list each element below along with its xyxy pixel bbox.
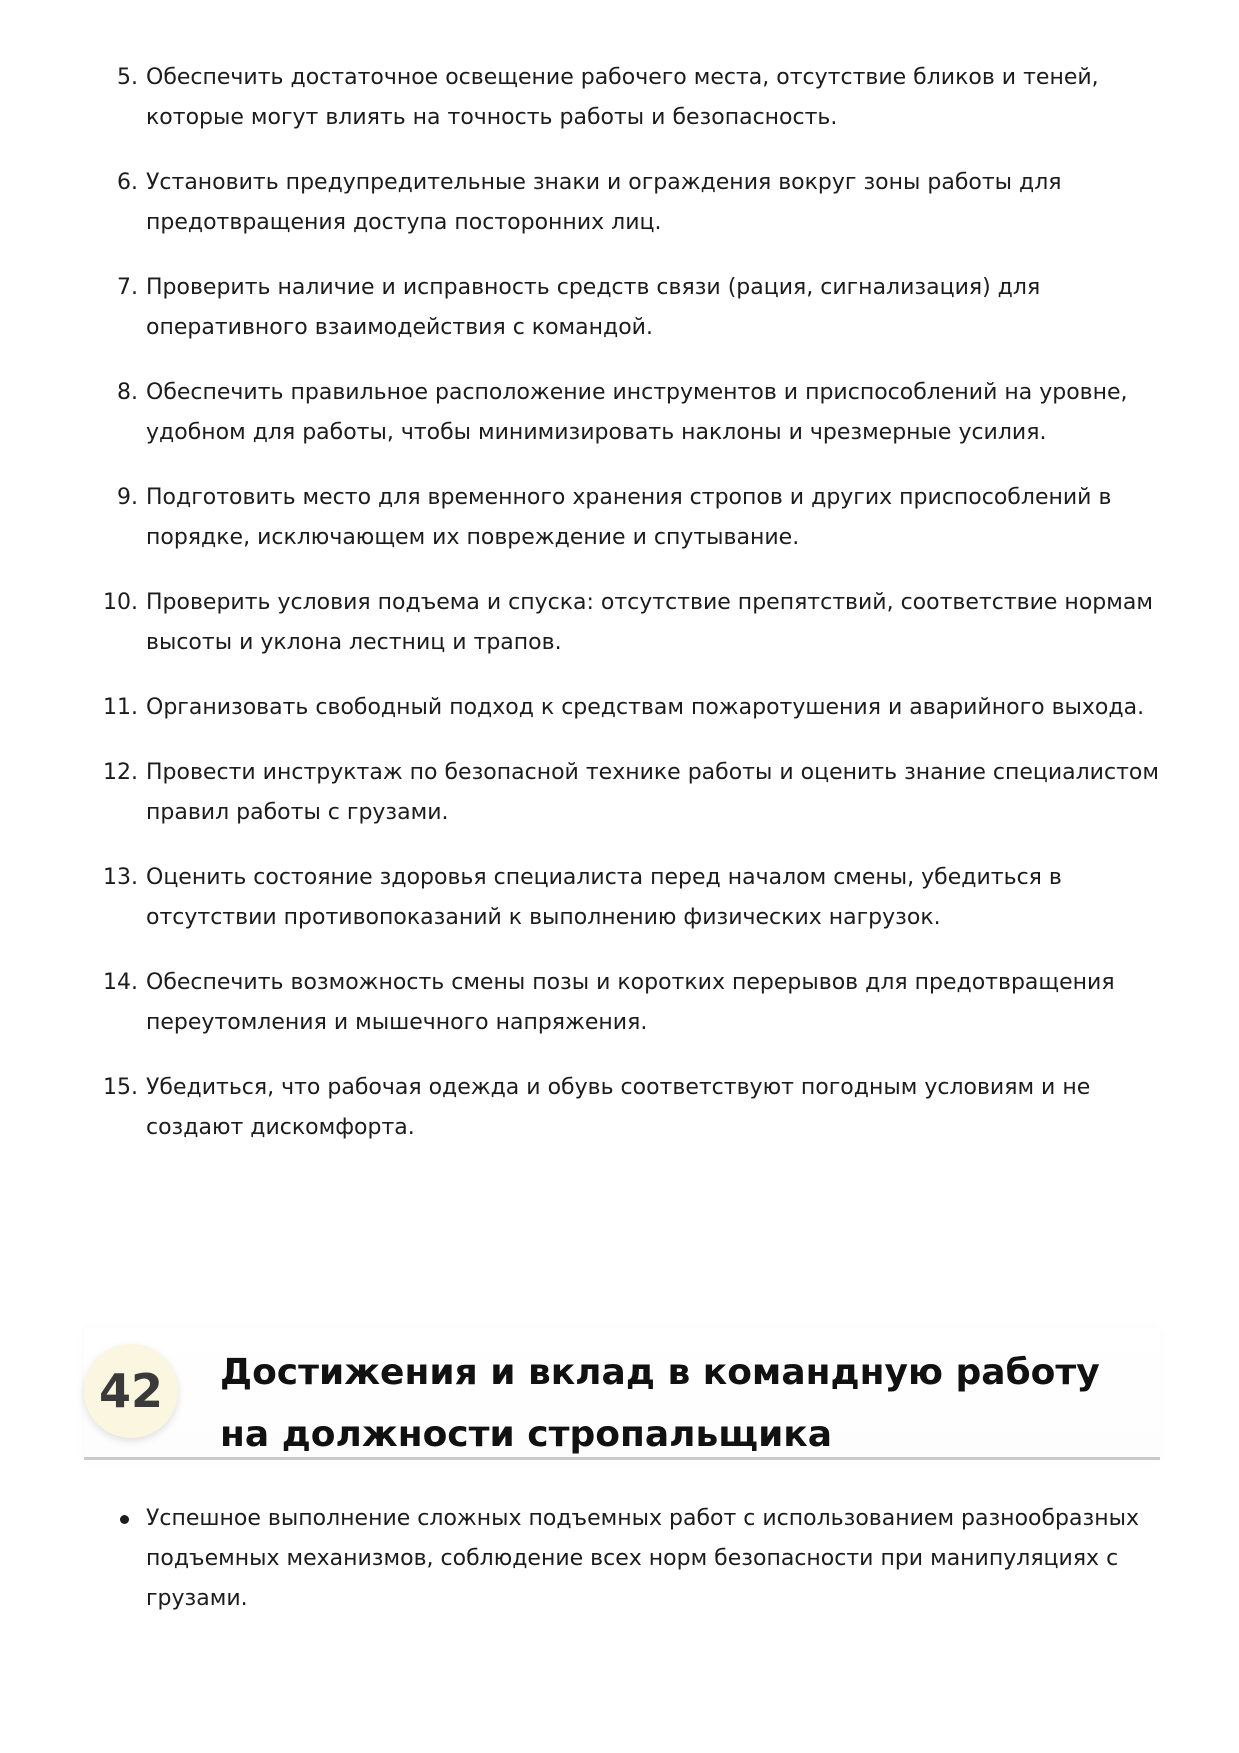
bullet-dot-icon	[120, 1515, 129, 1524]
bullet-list	[84, 1499, 1164, 1619]
bullet-item-text: Успешное выполнение сложных подъемных работ с использованием разнообразных подъемных механизмов, соблюдение всех норм безопасности при манипуляциях с грузами.	[146, 1506, 1139, 1611]
list-item-text: Убедиться, что рабочая одежда и обувь соответствуют погодным условиям и не создают дискомфорта.	[146, 1075, 1091, 1140]
list-item	[84, 963, 1164, 1043]
list-item-number: 6.	[117, 170, 138, 195]
list-item-text: Организовать свободный подход к средствам пожаротушения и аварийного выхода.	[146, 695, 1145, 720]
list-item	[84, 858, 1164, 938]
list-item	[84, 1068, 1164, 1148]
list-item-text: Проверить наличие и исправность средств связи (рация, сигнализация) для оперативного взаимодействия с командой.	[146, 275, 1041, 340]
list-item-text: Оценить состояние здоровья специалиста перед началом смены, убедиться в отсутствии противопоказаний к выполнению физических нагрузок.	[146, 865, 1062, 930]
numbered-list	[84, 58, 1164, 1173]
list-item-text: Обеспечить возможность смены позы и коротких перерывов для предотвращения переутомления и мышечного напряжения.	[146, 970, 1115, 1035]
list-item-text: Проверить условия подъема и спуска: отсутствие препятствий, соответствие нормам высоты и уклона лестниц и трапов.	[146, 590, 1153, 655]
list-item	[84, 478, 1164, 558]
list-item	[84, 688, 1164, 728]
list-item	[84, 753, 1164, 833]
list-item-text: Обеспечить правильное расположение инструментов и приспособлений на уровне, удобном для работы, чтобы минимизировать наклоны и чрезмерные усилия.	[146, 380, 1128, 445]
list-item-number: 12.	[103, 760, 138, 785]
list-item	[84, 373, 1164, 453]
list-item-text: Установить предупредительные знаки и ограждения вокруг зоны работы для предотвращения доступа посторонних лиц.	[146, 170, 1062, 235]
list-item-number: 7.	[117, 275, 138, 300]
list-item-text: Подготовить место для временного хранения стропов и других приспособлений в порядке, исключающем их повреждение и спутывание.	[146, 485, 1112, 550]
list-item-text: Провести инструктаж по безопасной технике работы и оценить знание специалистом правил работы с грузами.	[146, 760, 1159, 825]
list-item	[84, 58, 1164, 138]
list-item-number: 10.	[103, 590, 138, 615]
list-item-number: 9.	[117, 485, 138, 510]
list-item	[84, 268, 1164, 348]
list-item-number: 14.	[103, 970, 138, 995]
section-title: Достижения и вклад в командную работу на должности стропальщика	[220, 1352, 1100, 1455]
list-item-number: 11.	[103, 695, 138, 720]
section-header	[84, 1328, 1160, 1460]
list-item-number: 15.	[103, 1075, 138, 1100]
list-item-number: 8.	[117, 380, 138, 405]
list-item-number: 5.	[117, 65, 138, 90]
section-number-badge: 42	[84, 1344, 178, 1438]
list-item-number: 13.	[103, 865, 138, 890]
list-item	[84, 163, 1164, 243]
bullet-item	[84, 1499, 1164, 1619]
list-item	[84, 583, 1164, 663]
list-item-text: Обеспечить достаточное освещение рабочего места, отсутствие бликов и теней, которые могут влиять на точность работы и безопасность.	[146, 65, 1099, 130]
